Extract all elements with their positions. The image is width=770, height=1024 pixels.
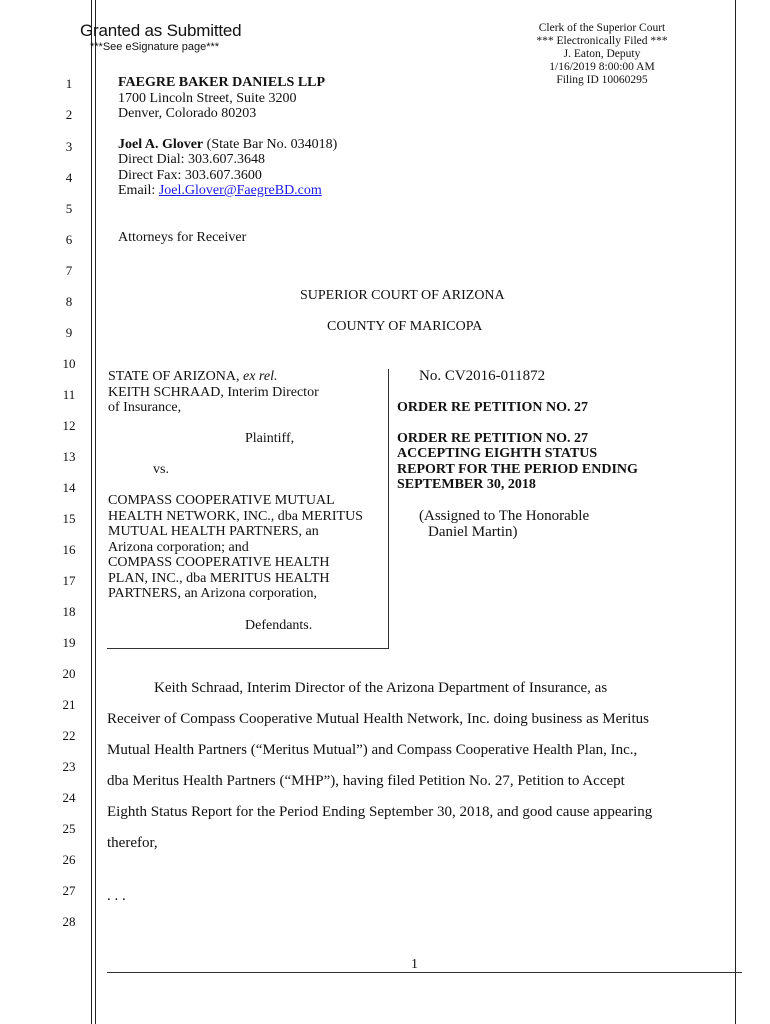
- direct-fax: Direct Fax: 303.607.3600: [118, 168, 262, 183]
- case-number: No. CV2016-011872: [419, 368, 546, 384]
- line-number: 4: [65, 170, 73, 185]
- line-number: 17: [62, 573, 76, 588]
- line-number: 27: [62, 883, 76, 898]
- plaintiff-line-2: KEITH SCHRAAD, Interim Director: [108, 385, 319, 400]
- plaintiff-line-1: [108, 369, 277, 385]
- line-number: 19: [62, 635, 76, 650]
- plaintiff-state: STATE OF ARIZONA,: [108, 369, 243, 384]
- body-line-3: Mutual Health Partners (“Meritus Mutual”) and Compass Cooperative Health Plan, Inc.,: [107, 742, 638, 758]
- order-title: ORDER RE PETITION NO. 27: [397, 400, 588, 415]
- order-description-2: ACCEPTING EIGHTH STATUS: [397, 446, 598, 461]
- line-number: 3: [65, 139, 73, 154]
- line-number: 23: [62, 759, 76, 774]
- line-number: 25: [62, 821, 76, 836]
- attorney-line: [118, 137, 337, 153]
- body-line-5: Eighth Status Report for the Period Ending September 30, 2018, and good cause appearing: [107, 804, 653, 820]
- line-number: 5: [65, 201, 73, 216]
- left-margin-line-outer: [91, 0, 92, 1024]
- caption-bottom-rule: [107, 648, 389, 649]
- body-line-2: Receiver of Compass Cooperative Mutual Health Network, Inc. doing business as Meritus: [107, 711, 649, 727]
- line-number: 16: [62, 542, 76, 557]
- email-label: Email:: [118, 183, 159, 198]
- attorney-name: Joel A. Glover: [118, 137, 204, 152]
- court-name: SUPERIOR COURT OF ARIZONA: [300, 288, 505, 303]
- county-name: COUNTY OF MARICOPA: [327, 319, 483, 334]
- defendants-label: Defendants.: [245, 618, 313, 633]
- attorneys-for-receiver: Attorneys for Receiver: [118, 230, 247, 245]
- line-number: 18: [62, 604, 76, 619]
- clerk-filing-stamp: [482, 22, 722, 87]
- line-number: 24: [62, 790, 76, 805]
- clerk-line-5: Filing ID 10060295: [556, 74, 648, 86]
- body-line-1: Keith Schraad, Interim Director of the Arizona Department of Insurance, as: [154, 680, 608, 696]
- footer-rule: [107, 972, 742, 973]
- line-number: 15: [62, 511, 76, 526]
- direct-dial: Direct Dial: 303.607.3648: [118, 152, 265, 167]
- caption-divider: [388, 369, 389, 649]
- line-number: 12: [62, 418, 76, 433]
- order-description-4: SEPTEMBER 30, 2018: [397, 477, 536, 492]
- email-line: [118, 183, 322, 199]
- email-link[interactable]: Joel.Glover@FaegreBD.com: [158, 183, 322, 198]
- assigned-judge-2: Daniel Martin): [428, 524, 518, 540]
- line-number: 28: [62, 914, 76, 929]
- line-number: 6: [65, 232, 73, 247]
- line-number: 13: [62, 449, 76, 464]
- line-number: 8: [65, 294, 73, 309]
- line-number: 26: [62, 852, 76, 867]
- line-number: 11: [62, 387, 76, 402]
- esignature-note: ***See eSignature page***: [90, 41, 220, 53]
- ex-rel: ex rel.: [243, 369, 278, 384]
- line-number: 21: [62, 697, 76, 712]
- clerk-line-1: Clerk of the Superior Court: [538, 22, 666, 34]
- ellipsis: . . .: [107, 888, 126, 904]
- right-margin-line: [735, 0, 736, 1024]
- defendant-line-1: COMPASS COOPERATIVE MUTUAL: [108, 493, 335, 508]
- line-number: 20: [62, 666, 76, 681]
- order-description-1: ORDER RE PETITION NO. 27: [397, 431, 588, 446]
- defendant-line-3: MUTUAL HEALTH PARTNERS, an: [108, 524, 319, 539]
- body-line-4: dba Meritus Health Partners (“MHP”), having filed Petition No. 27, Petition to Accept: [107, 773, 625, 789]
- order-description-3: REPORT FOR THE PERIOD ENDING: [397, 462, 638, 477]
- clerk-line-2: *** Electronically Filed ***: [536, 35, 668, 47]
- versus: vs.: [153, 462, 169, 477]
- clerk-line-3: J. Eaton, Deputy: [563, 48, 641, 60]
- page-number: 1: [411, 957, 418, 972]
- granted-stamp-title: Granted as Submitted: [80, 21, 242, 40]
- firm-address-line-2: Denver, Colorado 80203: [118, 106, 257, 121]
- defendant-line-6: PLAN, INC., dba MERITUS HEALTH: [108, 571, 330, 586]
- left-margin-line-inner: [95, 0, 96, 1024]
- firm-address-line-1: 1700 Lincoln Street, Suite 3200: [118, 91, 297, 106]
- defendant-line-4: Arizona corporation; and: [108, 540, 249, 555]
- line-number: 14: [62, 480, 76, 495]
- line-number: 10: [62, 356, 76, 371]
- line-number: 1: [65, 76, 73, 91]
- clerk-line-4: 1/16/2019 8:00:00 AM: [549, 61, 655, 73]
- line-number: 2: [65, 107, 73, 122]
- plaintiff-label: Plaintiff,: [245, 431, 295, 446]
- line-number: 22: [62, 728, 76, 743]
- firm-name: FAEGRE BAKER DANIELS LLP: [118, 75, 326, 90]
- defendant-line-7: PARTNERS, an Arizona corporation,: [108, 586, 318, 601]
- attorney-bar-number: (State Bar No. 034018): [203, 137, 338, 152]
- line-number: 7: [65, 263, 73, 278]
- defendant-line-2: HEALTH NETWORK, INC., dba MERITUS: [108, 509, 363, 524]
- plaintiff-line-3: of Insurance,: [108, 400, 182, 415]
- body-line-6: therefor,: [107, 835, 158, 851]
- line-number: 9: [65, 325, 73, 340]
- assigned-judge-1: (Assigned to The Honorable: [419, 508, 590, 524]
- defendant-line-5: COMPASS COOPERATIVE HEALTH: [108, 555, 330, 570]
